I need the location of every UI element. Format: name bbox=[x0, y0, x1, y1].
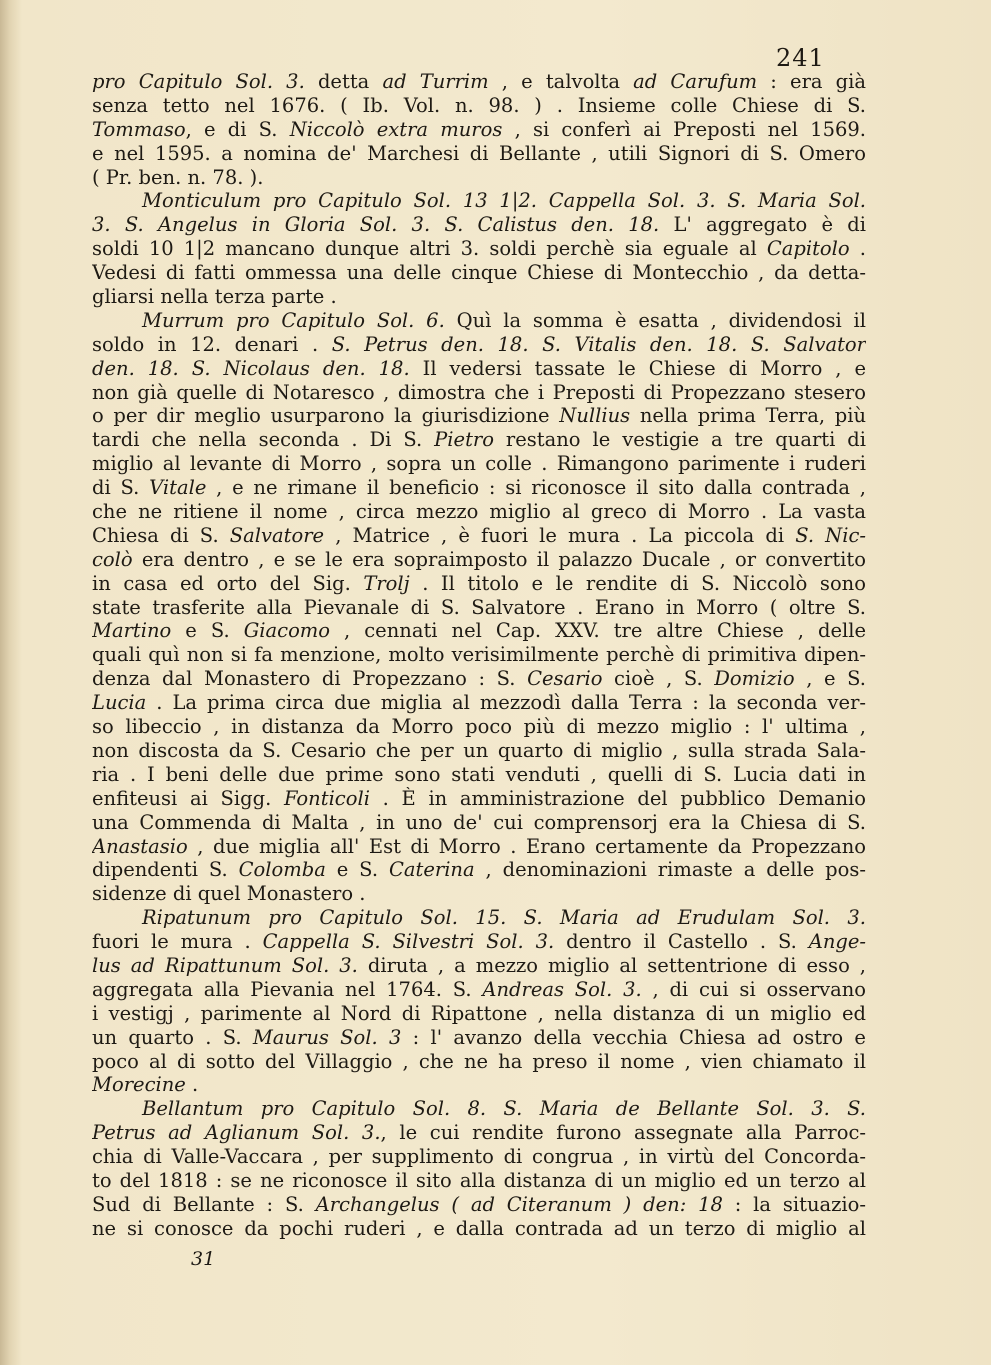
text-run: soldo in 12. denari . bbox=[92, 332, 332, 356]
italic-text-run: Ripatunum pro Capitulo Sol. 15. S. Maria ad Erudulam Sol. 3. bbox=[142, 906, 866, 930]
italic-text-run: Maurus Sol. 3 bbox=[252, 1025, 402, 1049]
text-run: Vedesi di fatti ommessa una delle cinque Chiese di Montecchio , da detta- bbox=[92, 261, 866, 285]
italic-text-run: Andreas Sol. 3. bbox=[482, 977, 642, 1001]
text-line bbox=[92, 500, 866, 524]
page-number: 241 bbox=[776, 44, 825, 72]
text-run: che ne ritiene il nome , circa mezzo miglio al greco di Morro . La vasta bbox=[92, 500, 866, 524]
text-run: ria . I beni delle due prime sono stati venduti , quelli di S. Lucia dati in bbox=[92, 762, 866, 786]
text-line bbox=[92, 1169, 866, 1193]
text-line bbox=[92, 787, 866, 811]
text-run: , Matrice , è fuori le mura . La piccola di bbox=[324, 523, 796, 547]
text-run: tardi che nella seconda . Di S. bbox=[92, 428, 435, 452]
text-run: fuori le mura . bbox=[92, 930, 263, 954]
text-run: restano le vestigie a tre quarti di bbox=[493, 428, 866, 452]
italic-text-run: Cesario bbox=[527, 667, 603, 691]
text-line bbox=[92, 906, 866, 930]
text-line bbox=[92, 357, 866, 381]
text-line bbox=[92, 309, 866, 333]
italic-text-run: 3. S. Angelus in Gloria Sol. 3. S. Calistus den. 18. bbox=[92, 213, 660, 237]
text-run: Il vedersi tassate le Chiese di Morro , e bbox=[409, 356, 866, 380]
italic-text-run: Lucia bbox=[92, 691, 147, 715]
text-line bbox=[92, 691, 866, 715]
text-run: una Commenda di Malta , in uno de' cui comprensorj era la Chiesa di S. bbox=[92, 810, 866, 834]
text-line bbox=[92, 548, 866, 572]
italic-text-run: ad Turrim bbox=[382, 70, 489, 93]
text-line bbox=[92, 1217, 866, 1241]
text-line bbox=[92, 70, 866, 94]
text-run: senza tetto nel 1676. ( Ib. Vol. n. 98. ) . Insieme colle Chiese di S. bbox=[92, 93, 866, 117]
italic-text-run: Pietro bbox=[434, 428, 494, 452]
text-run: so libeccio , in distanza da Morro poco più di mezzo miglio : l' ultima , bbox=[92, 715, 866, 739]
text-line bbox=[92, 452, 866, 476]
text-run: di S. bbox=[92, 476, 150, 500]
italic-text-run: den. 18. S. Nicolaus den. 18. bbox=[92, 356, 410, 380]
text-line bbox=[92, 596, 866, 620]
text-line bbox=[92, 189, 866, 213]
italic-text-run: Martino bbox=[92, 619, 172, 643]
text-run: , si conferì ai Preposti nel 1569. bbox=[502, 117, 866, 141]
italic-text-run: lus ad Ripattunum Sol. 3. bbox=[92, 953, 358, 977]
text-line bbox=[92, 166, 866, 190]
text-run: enfiteusi ai Sigg. bbox=[92, 786, 284, 810]
text-run: , e talvolta bbox=[488, 70, 634, 93]
text-run: i vestigj , parimente al Nord di Ripattone , nella distanza di un miglio ed bbox=[92, 1001, 866, 1025]
text-line bbox=[92, 94, 866, 118]
text-line bbox=[92, 1097, 866, 1121]
text-run: . bbox=[849, 237, 866, 261]
text-run: . È in amministrazione del pubblico Demanio bbox=[369, 786, 866, 810]
text-line bbox=[92, 858, 866, 882]
text-run: poco al di sotto del Villaggio , che ne ha preso il nome , vien chiamato il bbox=[92, 1049, 866, 1073]
text-run: . bbox=[185, 1073, 199, 1097]
italic-text-run: Morecine bbox=[92, 1073, 186, 1097]
text-line bbox=[92, 930, 866, 954]
text-run: , e di S. bbox=[185, 117, 290, 141]
text-line bbox=[92, 261, 866, 285]
text-line bbox=[92, 1073, 866, 1097]
text-line bbox=[92, 1002, 866, 1026]
text-line bbox=[92, 978, 866, 1002]
text-run: , denominazioni rimaste a delle pos- bbox=[474, 858, 866, 882]
italic-text-run: colò bbox=[92, 547, 133, 571]
text-run: : la situazio- bbox=[722, 1192, 866, 1216]
italic-text-run: ad Carufum bbox=[633, 70, 758, 93]
text-run: : l' avanzo della vecchia Chiesa ad ostro e bbox=[401, 1025, 866, 1049]
italic-text-run: Domizio bbox=[714, 667, 795, 691]
text-run: . La prima circa due miglia al mezzodì dalla Terra : la seconda ver- bbox=[146, 691, 866, 715]
text-run: e S. bbox=[171, 619, 244, 643]
italic-text-run: Ange- bbox=[808, 930, 866, 954]
text-run: aggregata alla Pievania nel 1764. S. bbox=[92, 977, 483, 1001]
text-run: chia di Valle-Vaccara , per supplimento di congrua , in virtù del Concorda- bbox=[92, 1145, 866, 1169]
text-line bbox=[92, 213, 866, 237]
text-line bbox=[92, 667, 866, 691]
text-run: , e S. bbox=[794, 667, 866, 691]
text-line bbox=[92, 1193, 866, 1217]
italic-text-run: Petrus ad Aglianum Sol. 3. bbox=[92, 1121, 381, 1145]
text-line bbox=[92, 572, 866, 596]
text-line bbox=[92, 381, 866, 405]
text-run: miglio al levante di Morro , sopra un colle . Rimangono parimente i ruderi bbox=[92, 452, 866, 476]
text-run: era dentro , e se le era sopraimposto il palazzo Ducale , or convertito bbox=[132, 547, 866, 571]
text-line bbox=[92, 524, 866, 548]
text-run: o per dir meglio usurparono la giurisdizione bbox=[92, 404, 560, 428]
italic-text-run: Monticulum pro Capitulo Sol. 13 1|2. Cappella Sol. 3. S. Maria Sol. bbox=[142, 189, 866, 213]
text-run: soldi 10 1|2 mancano dunque altri 3. soldi perchè sia eguale al bbox=[92, 237, 767, 261]
italic-text-run: Fonticoli bbox=[283, 786, 370, 810]
italic-text-run: Murrum pro Capitulo Sol. 6. bbox=[142, 308, 445, 332]
italic-text-run: pro Capitulo Sol. 3. bbox=[92, 70, 305, 93]
text-run: : era già bbox=[757, 70, 866, 93]
text-line bbox=[92, 1145, 866, 1169]
text-run: quali quì non si fa menzione, molto verisimilmente perchè di primitiva dipen- bbox=[92, 643, 866, 667]
text-run: non discosta da S. Cesario che per un quarto di miglio , sulla strada Sala- bbox=[92, 738, 866, 762]
text-run: , due miglia all' Est di Morro . Erano certamente da Propezzano bbox=[187, 834, 866, 858]
text-line bbox=[92, 954, 866, 978]
text-line bbox=[92, 811, 866, 835]
text-run: dentro il Castello . S. bbox=[554, 930, 809, 954]
text-run: state trasferite alla Pievanale di S. Salvatore . Erano in Morro ( oltre S. bbox=[92, 595, 866, 619]
text-run: Quì la somma è esatta , dividendosi il bbox=[444, 308, 866, 332]
text-line bbox=[92, 1121, 866, 1145]
text-run: gliarsi nella terza parte . bbox=[92, 285, 337, 309]
text-line bbox=[92, 237, 866, 261]
text-line bbox=[92, 118, 866, 142]
text-run: un quarto . S. bbox=[92, 1025, 253, 1049]
italic-text-run: Anastasio bbox=[92, 834, 188, 858]
text-run: L' aggregato è di bbox=[659, 213, 866, 237]
italic-text-run: Niccolò extra muros bbox=[289, 117, 503, 141]
text-run: diruta , a mezzo miglio al settentrione di esso , bbox=[357, 953, 866, 977]
text-run: non già quelle di Notaresco , dimostra che i Preposti di Propezzano stesero bbox=[92, 380, 866, 404]
italic-text-run: Giacomo bbox=[243, 619, 331, 643]
text-line bbox=[92, 619, 866, 643]
text-run: , le cui rendite furono assegnate alla Parroc- bbox=[380, 1121, 866, 1145]
text-run: detta bbox=[304, 70, 383, 93]
text-run: , e ne rimane il beneficio : si riconosce il sito dalla contrada , bbox=[206, 476, 866, 500]
text-line bbox=[92, 1026, 866, 1050]
text-run: in casa ed orto del Sig. bbox=[92, 571, 364, 595]
italic-text-run: Bellantum pro Capitulo Sol. 8. S. Maria de Bellante Sol. 3. S. bbox=[142, 1097, 866, 1121]
text-line bbox=[92, 1050, 866, 1074]
text-run: Chiesa di S. bbox=[92, 523, 230, 547]
text-line bbox=[92, 404, 866, 428]
text-line bbox=[92, 643, 866, 667]
text-run: , di cui si osservano bbox=[641, 977, 866, 1001]
italic-text-run: S. Nic- bbox=[795, 523, 866, 547]
text-line bbox=[92, 333, 866, 357]
italic-text-run: Vitale bbox=[149, 476, 207, 500]
italic-text-run: Cappella S. Silvestri Sol. 3. bbox=[262, 930, 555, 954]
text-run: Sud di Bellante : S. bbox=[92, 1192, 316, 1216]
italic-text-run: Archangelus ( ad Citeranum ) den: 18 bbox=[315, 1192, 723, 1216]
text-line bbox=[92, 882, 866, 906]
text-line bbox=[92, 428, 866, 452]
text-run: cioè , S. bbox=[602, 667, 715, 691]
printer-signature-mark: 31 bbox=[191, 1248, 216, 1270]
italic-text-run: Trolj bbox=[363, 571, 410, 595]
text-run: nella prima Terra, più bbox=[630, 404, 866, 428]
text-run: denza dal Monastero di Propezzano : S. bbox=[92, 667, 528, 691]
text-run: , cennati nel Cap. XXV. tre altre Chiese , delle bbox=[330, 619, 866, 643]
italic-text-run: Colomba bbox=[238, 858, 326, 882]
text-run: e nel 1595. a nomina de' Marchesi di Bellante , utili Signori di S. Omero bbox=[92, 141, 866, 165]
italic-text-run: Nullius bbox=[559, 404, 631, 428]
text-run: ne si conosce da pochi ruderi , e dalla contrada ad un terzo di miglio al bbox=[92, 1216, 866, 1240]
text-run: . Il titolo e le rendite di S. Niccolò sono bbox=[409, 571, 866, 595]
body-text bbox=[92, 70, 866, 1241]
italic-text-run: Caterina bbox=[388, 858, 475, 882]
text-run: to del 1818 : se ne riconosce il sito alla distanza di un miglio ed un terzo al bbox=[92, 1168, 866, 1192]
italic-text-run: S. Petrus den. 18. S. Vitalis den. 18. S. Salvator bbox=[331, 332, 866, 356]
text-run: ( Pr. ben. n. 78. ). bbox=[92, 165, 264, 189]
text-run: sidenze di quel Monastero . bbox=[92, 882, 366, 906]
italic-text-run: Tommaso bbox=[92, 117, 186, 141]
italic-text-run: Capitolo bbox=[766, 237, 850, 261]
italic-text-run: Salvatore bbox=[229, 523, 325, 547]
text-line bbox=[92, 142, 866, 166]
text-run: dipendenti S. bbox=[92, 858, 239, 882]
text-line bbox=[92, 835, 866, 859]
text-line bbox=[92, 739, 866, 763]
text-run: e S. bbox=[325, 858, 389, 882]
text-line bbox=[92, 763, 866, 787]
text-line bbox=[92, 476, 866, 500]
text-line bbox=[92, 715, 866, 739]
text-line bbox=[92, 285, 866, 309]
